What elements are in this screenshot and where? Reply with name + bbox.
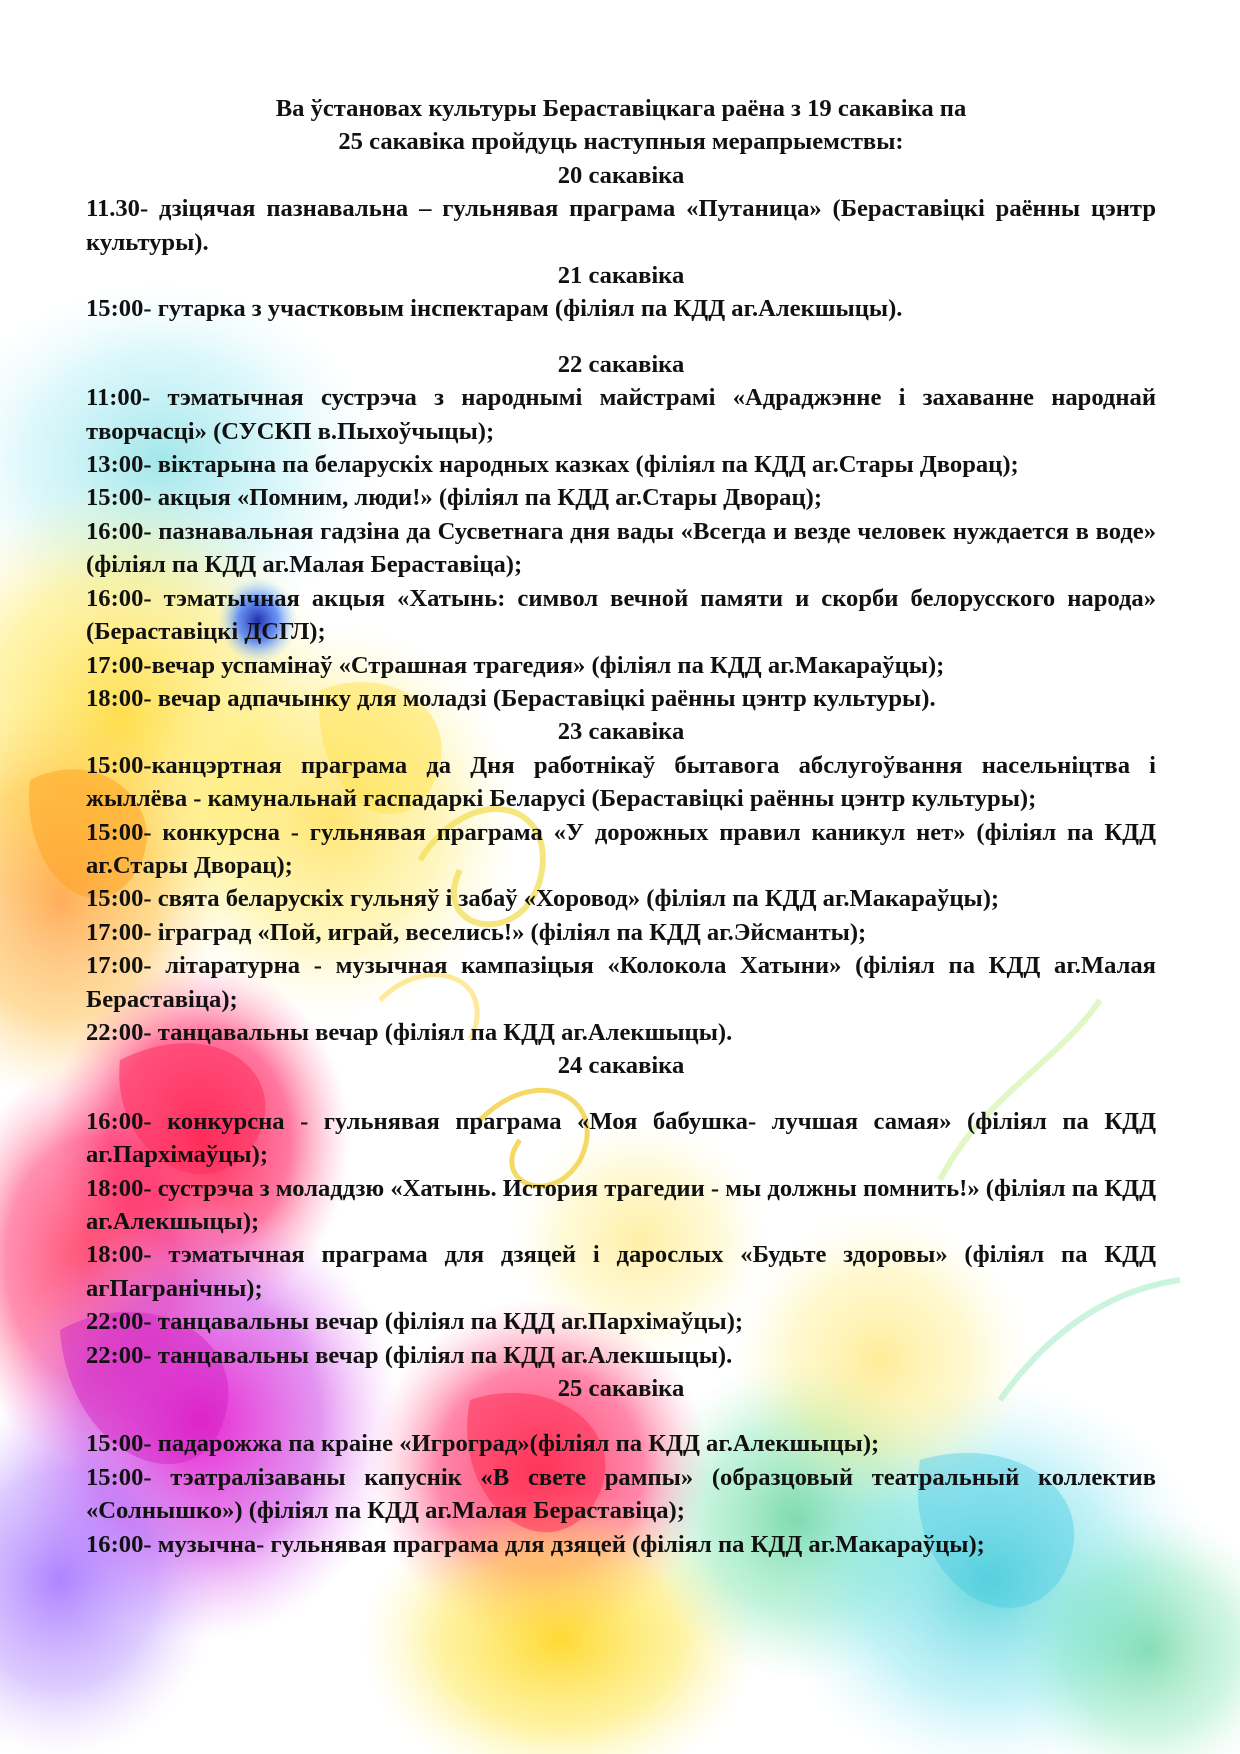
event-item: 15:00-канцэртная праграма да Дня работнікаў бытавога абслугоўвання насельніцтва і жыллёва - камунальнай гаспадаркі Беларусі (Бераставіцкі раённы цэнтр культуры); (86, 751, 1156, 813)
event-item: 17:00- іграград «Пой, играй, веселись!» (філіял па КДД аг.Эйсманты); (86, 918, 867, 946)
event-item: 22:00- танцавальны вечар (філіял па КДД аг.Алекшыцы). (86, 1018, 733, 1046)
event-item: 16:00- музычна- гульнявая праграма для дзяцей (філіял па КДД аг.Макараўцы); (86, 1530, 985, 1558)
title-line-1: Ва ўстановах культуры Бераставіцкага раёна з 19 сакавіка па (275, 95, 967, 122)
event-item: 15:00- гутарка з участковым інспектарам (філіял па КДД аг.Алекшыцы). (86, 295, 903, 323)
date-heading: 23 сакавіка (557, 718, 685, 746)
event-item: 15:00- падарожжа па краіне «Игроград»(філіял па КДД аг.Алекшыцы); (86, 1430, 880, 1458)
event-item: 18:00- сустрэча з моладдзю «Хатынь. История трагедии - мы должны помнить!» (філіял па КДД аг.Алекшыцы); (86, 1174, 1156, 1235)
event-item: 22:00- танцавальны вечар (філіял па КДД аг.Пархімаўцы); (86, 1308, 744, 1336)
event-item: 15:00- свята беларускіх гульняў і забаў «Хоровод» (філіял па КДД аг.Макараўцы); (86, 885, 1000, 913)
events-document (86, 92, 1156, 1561)
event-item: 16:00- конкурсна - гульнявая праграма «Моя бабушка- лучшая самая» (філіял па КДД аг.Пархімаўцы); (86, 1107, 1156, 1169)
date-heading: 20 сакавіка (557, 161, 685, 189)
date-heading: 24 сакавіка (557, 1052, 685, 1080)
date-heading: 25 сакавіка (557, 1375, 685, 1403)
event-item: 17:00- літаратурна - музычная кампазіцыя «Колокола Хатыни» (філіял па КДД аг.Малая Бераставіца); (86, 952, 1156, 1013)
event-item: 13:00- віктарына па беларускіх народных казках (філіял па КДД аг.Стары Дворац); (86, 451, 1019, 479)
event-item: 22:00- танцавальны вечар (філіял па КДД аг.Алекшыцы). (86, 1341, 733, 1369)
event-item: 11.30- дзіцячая пазнавальна – гульнявая праграма «Путаница» (Бераставіцкі раённы цэнтр культуры). (86, 195, 1156, 256)
date-heading: 21 сакавіка (557, 262, 685, 290)
event-item: 16:00- пазнавальная гадзіна да Сусветнага дня вады «Всегда и везде человек нуждается в воде» (філіял па КДД аг.Малая Бераставіца); (86, 517, 1156, 579)
title-line-2: 25 сакавіка пройдуць наступныя мерапрыемствы: (338, 128, 904, 156)
event-item: 18:00- вечар адпачынку для моладзі (Бераставіцкі раённы цэнтр культуры). (86, 684, 936, 712)
event-item: 15:00- акцыя «Помним, люди!» (філіял па КДД аг.Стары Дворац); (86, 484, 823, 512)
event-item: 18:00- тэматычная праграма для дзяцей і дарослых «Будьте здоровы» (філіял па КДД агПагранічны); (86, 1241, 1156, 1302)
event-item: 17:00-вечар успамінаў «Страшная трагедия» (філіял па КДД аг.Макараўцы); (86, 651, 945, 679)
event-item: 15:00- тэатралізаваны капуснік «В свете рампы» (образцовый театральный коллектив «Солнышко») (філіял па КДД аг.Малая Бераставіца); (86, 1463, 1156, 1525)
event-item: 16:00- тэматычная акцыя «Хатынь: символ вечной памяти и скорби белорусского народа» (Бераставіцкі ДСГЛ); (86, 584, 1156, 646)
event-item: 11:00- тэматычная сустрэча з народнымі майстрамі «Адраджэнне і захаванне народнай творчасці» (СУСКП в.Пыхоўчыцы); (86, 384, 1156, 445)
event-item: 15:00- конкурсна - гульнявая праграма «У дорожных правил каникул нет» (філіял па КДД аг.Стары Дворац); (86, 818, 1156, 879)
date-heading: 22 сакавіка (557, 350, 685, 378)
